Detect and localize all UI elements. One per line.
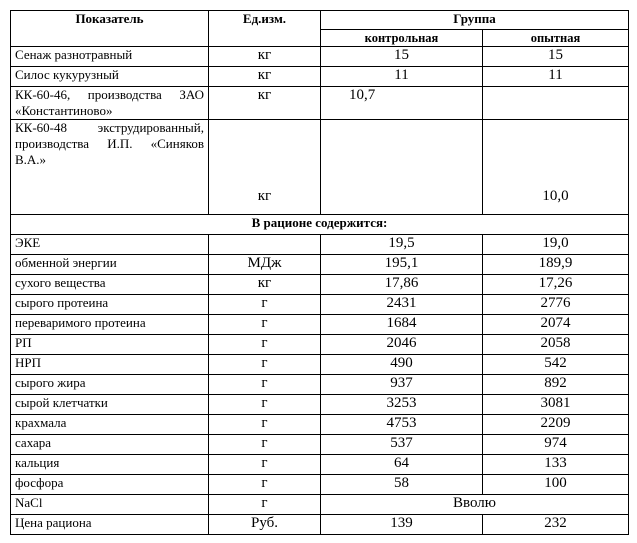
- row-control: 937: [321, 375, 483, 395]
- ration-table: [10, 10, 629, 535]
- row-unit: г: [209, 335, 321, 355]
- row-unit: г: [209, 475, 321, 495]
- row-control: 19,5: [321, 235, 483, 255]
- row-name: Сенаж разнотравный: [11, 47, 209, 67]
- table-row-nacl: [11, 495, 629, 515]
- table-row: [11, 395, 629, 415]
- row-unit: кг: [209, 67, 321, 87]
- header-group: Группа: [321, 11, 629, 30]
- row-name: сырого жира: [11, 375, 209, 395]
- row-unit: [209, 235, 321, 255]
- row-experimental: 2209: [483, 415, 629, 435]
- row-unit: г: [209, 295, 321, 315]
- row-control: 139: [321, 515, 483, 535]
- table-row: [11, 67, 629, 87]
- row-name: Цена рациона: [11, 515, 209, 535]
- row-experimental: 15: [483, 47, 629, 67]
- row-control: 537: [321, 435, 483, 455]
- row-experimental: 974: [483, 435, 629, 455]
- row-experimental: 2776: [483, 295, 629, 315]
- row-name: фосфора: [11, 475, 209, 495]
- row-name: РП: [11, 335, 209, 355]
- row-name: обменной энергии: [11, 255, 209, 275]
- header-experimental: опытная: [483, 30, 629, 47]
- row-experimental: 542: [483, 355, 629, 375]
- row-control: 490: [321, 355, 483, 375]
- row-control: 2046: [321, 335, 483, 355]
- row-unit: г: [209, 455, 321, 475]
- row-unit: кг: [209, 275, 321, 295]
- row-experimental: [483, 87, 629, 120]
- row-name: КК-60-46, производства ЗАО «Константиново»: [11, 87, 209, 120]
- row-unit: кг: [209, 120, 321, 215]
- row-experimental: 17,26: [483, 275, 629, 295]
- table-row: [11, 87, 629, 120]
- row-name: крахмала: [11, 415, 209, 435]
- row-unit: кг: [209, 47, 321, 67]
- row-nacl-value: Вволю: [321, 495, 629, 515]
- row-unit: г: [209, 495, 321, 515]
- row-control: 1684: [321, 315, 483, 335]
- row-name: переваримого протеина: [11, 315, 209, 335]
- table-row: [11, 47, 629, 67]
- table-row: [11, 375, 629, 395]
- row-unit: кг: [209, 87, 321, 120]
- row-experimental: 2074: [483, 315, 629, 335]
- row-control: 64: [321, 455, 483, 475]
- row-name: Силос кукурузный: [11, 67, 209, 87]
- row-name: КК-60-48 экструдированный, производства И.П. «Синяков В.А.»: [11, 120, 209, 215]
- row-experimental: 19,0: [483, 235, 629, 255]
- table-row: [11, 415, 629, 435]
- row-experimental: 232: [483, 515, 629, 535]
- table-row: [11, 295, 629, 315]
- row-control: 15: [321, 47, 483, 67]
- table-row: [11, 455, 629, 475]
- row-name: NaCl: [11, 495, 209, 515]
- row-control: 2431: [321, 295, 483, 315]
- row-name: кальция: [11, 455, 209, 475]
- row-unit: г: [209, 315, 321, 335]
- row-unit: г: [209, 415, 321, 435]
- row-control: [321, 120, 483, 215]
- table-row: [11, 315, 629, 335]
- table-row: [11, 275, 629, 295]
- row-name: ЭКЕ: [11, 235, 209, 255]
- section-row: [11, 215, 629, 235]
- row-experimental: 100: [483, 475, 629, 495]
- row-unit: г: [209, 395, 321, 415]
- row-experimental: 892: [483, 375, 629, 395]
- row-unit: МДж: [209, 255, 321, 275]
- row-unit: г: [209, 355, 321, 375]
- table-row: [11, 255, 629, 275]
- row-name: сухого вещества: [11, 275, 209, 295]
- table-row: [11, 435, 629, 455]
- row-control: 11: [321, 67, 483, 87]
- row-experimental: 10,0: [483, 120, 629, 215]
- table-row: [11, 335, 629, 355]
- row-unit: г: [209, 375, 321, 395]
- row-experimental: 2058: [483, 335, 629, 355]
- row-control: 17,86: [321, 275, 483, 295]
- row-name: сахара: [11, 435, 209, 455]
- row-name: сырого протеина: [11, 295, 209, 315]
- table-row: [11, 120, 629, 215]
- row-control: 195,1: [321, 255, 483, 275]
- row-experimental: 3081: [483, 395, 629, 415]
- table-row-price: [11, 515, 629, 535]
- table-row: [11, 235, 629, 255]
- row-control: 4753: [321, 415, 483, 435]
- row-unit: г: [209, 435, 321, 455]
- header-indicator: Показатель: [11, 11, 209, 47]
- section-title: В рационе содержится:: [11, 215, 629, 235]
- header-unit: Ед.изм.: [209, 11, 321, 47]
- row-control: 10,7: [321, 87, 483, 120]
- row-name: сырой клетчатки: [11, 395, 209, 415]
- table-row: [11, 475, 629, 495]
- row-experimental: 11: [483, 67, 629, 87]
- row-unit: Руб.: [209, 515, 321, 535]
- row-control: 3253: [321, 395, 483, 415]
- row-experimental: 133: [483, 455, 629, 475]
- row-control: 58: [321, 475, 483, 495]
- table-row: [11, 355, 629, 375]
- header-control: контрольная: [321, 30, 483, 47]
- row-experimental: 189,9: [483, 255, 629, 275]
- row-name: НРП: [11, 355, 209, 375]
